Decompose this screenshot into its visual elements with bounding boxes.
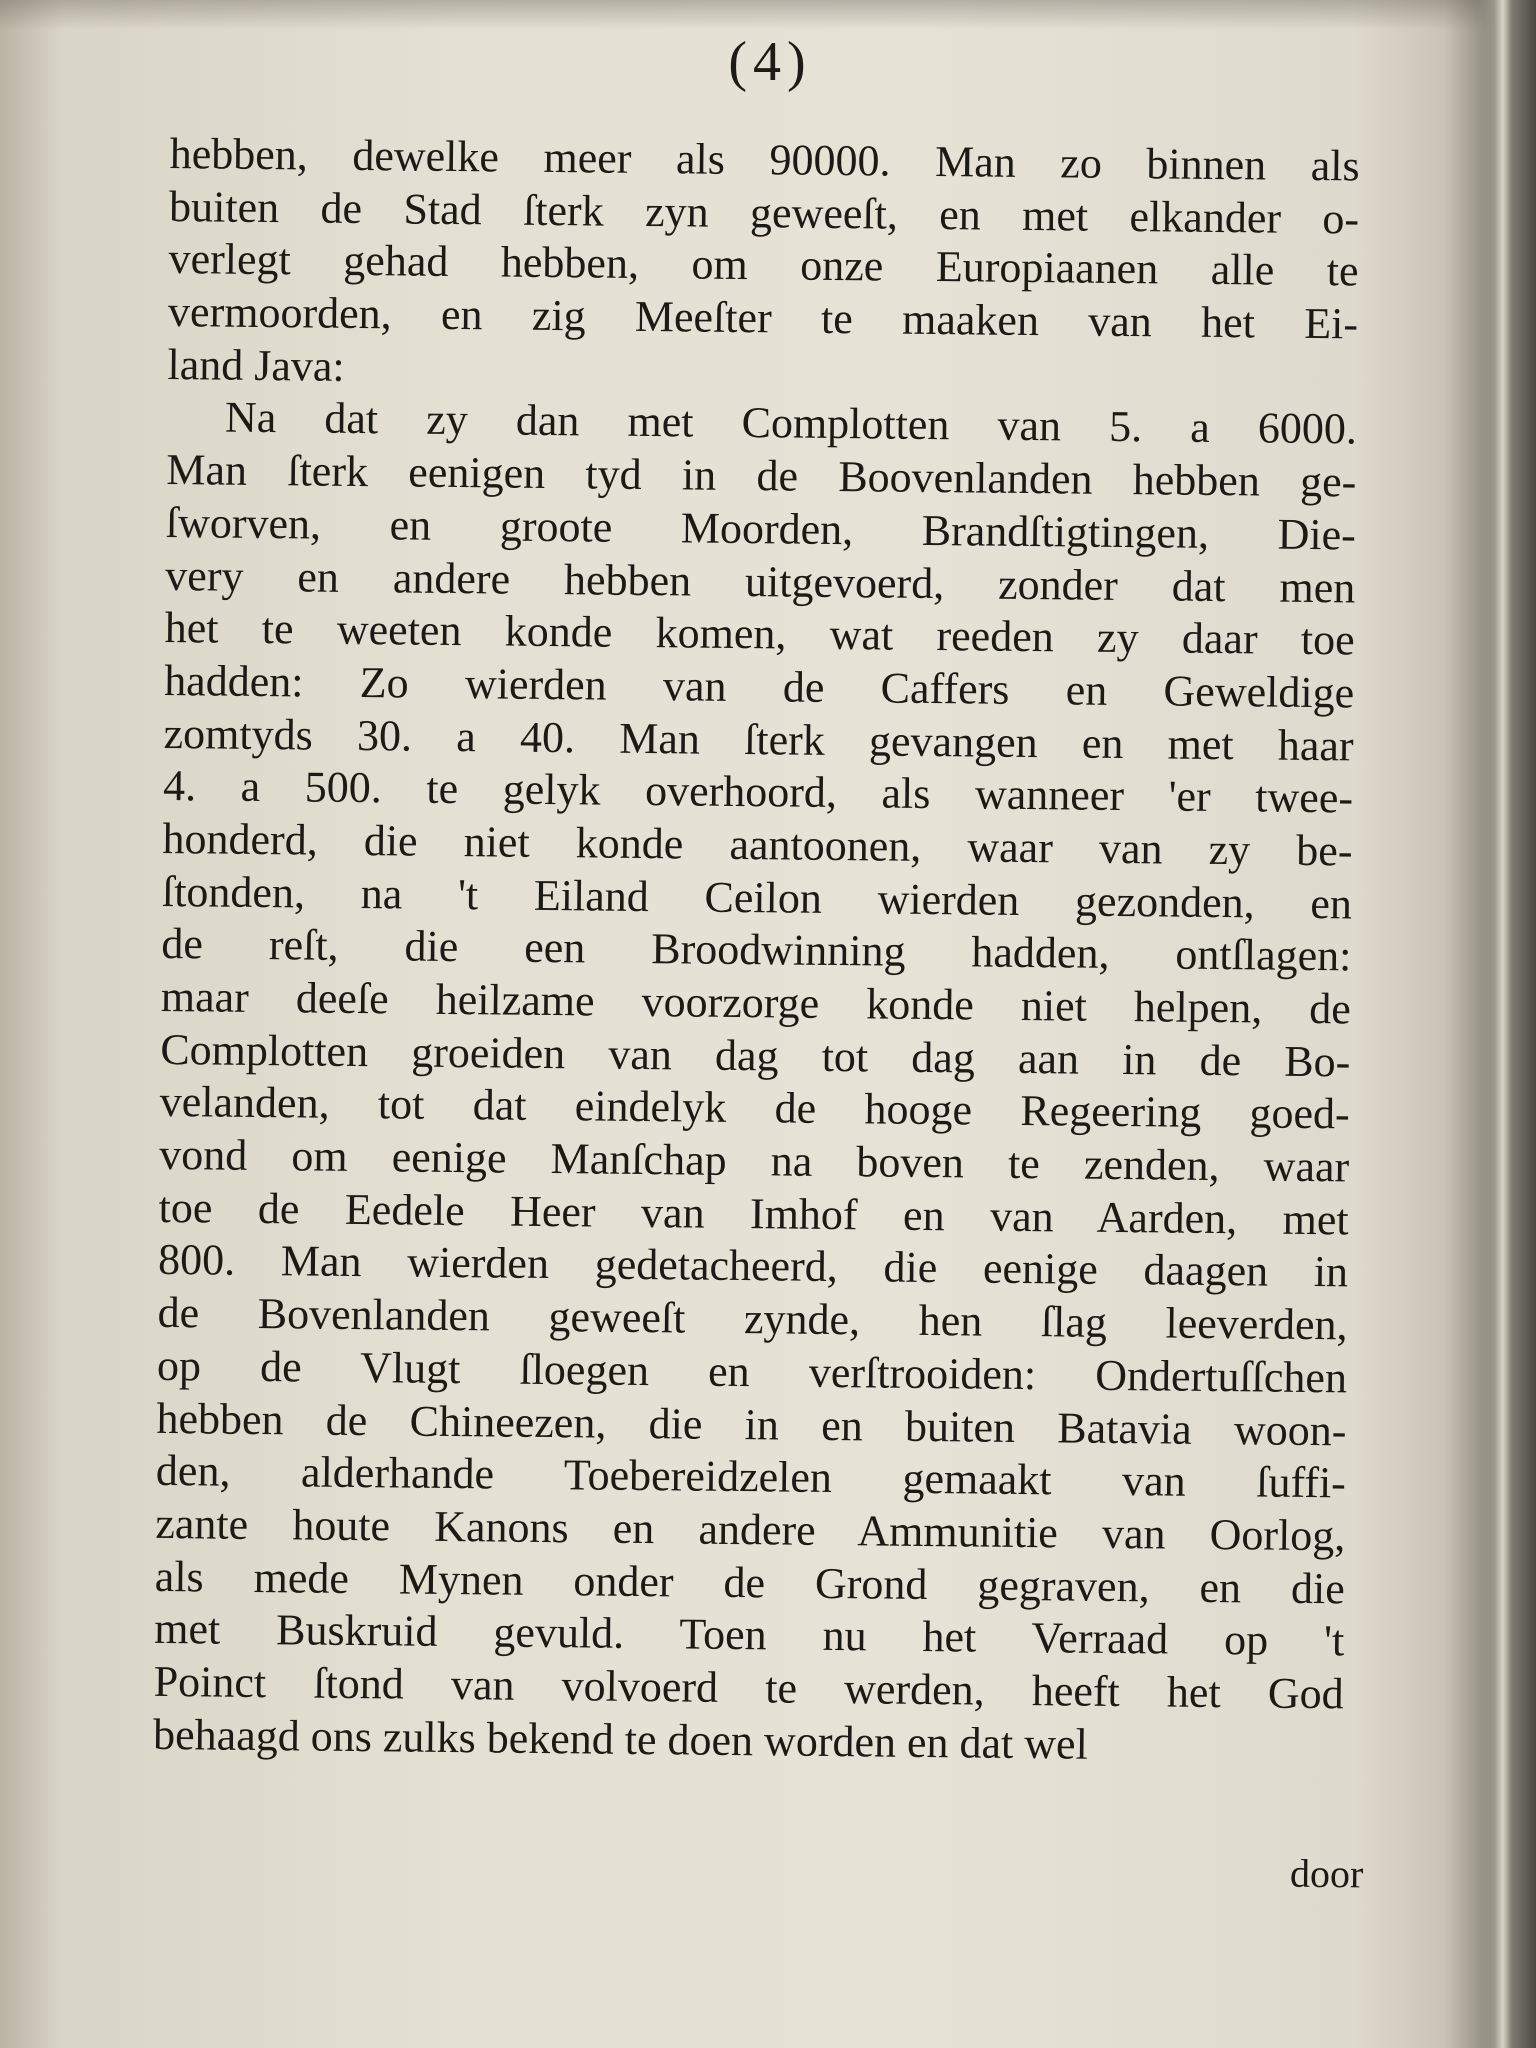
text-line: de Bovenlanden geweeſt zynde, hen ſlag leeverden, (157, 1288, 1348, 1350)
text-line: de reſt, die een Broodwinning hadden, ontſlagen: (161, 919, 1352, 981)
text-line: Man ſterk eenigen tyd in de Boovenlanden hebben ge- (166, 445, 1357, 507)
text-line: den, alderhande Toebereidzelen gemaakt van ſuffi- (155, 1446, 1347, 1508)
text-line: velanden, tot dat eindelyk de hooge Regeering goed- (159, 1077, 1350, 1139)
text-line: very en andere hebben uitgevoerd, zonder dat men (165, 550, 1356, 612)
text-line: maar deeſe heilzame voorzorge konde niet helpen, de (160, 971, 1352, 1034)
text-line: behaagd ons zulks bekend te doen worden en dat wel (152, 1709, 1089, 1769)
text-line: ſtonden, na 't Eiland Ceilon wierden gezonden, en (161, 866, 1353, 929)
text-line: hebben, dewelke meer als 90000. Man zo binnen als (169, 128, 1360, 191)
text-line: op de Vlugt ſloegen en verſtrooiden: Ondertuſſchen (156, 1340, 1348, 1403)
text-line: hebben de Chineezen, die in en buiten Batavia woon- (156, 1393, 1347, 1455)
page-number: (4) (728, 31, 812, 93)
text-line: honderd, die niet konde aantoonen, waar van zy be- (162, 813, 1353, 876)
text-line: Na dat zy dan met Complotten van 5. a 6000. (224, 393, 1358, 454)
text-line: Complotten groeiden van dag tot dag aan in de Bo- (160, 1024, 1351, 1087)
text-line: 4. a 500. te gelyk overhoord, als wanneer 'er twee- (162, 761, 1354, 823)
text-line: land Java: (167, 339, 345, 391)
text-line: ſworven, en groote Moorden, Brandſtigtingen, Die- (165, 497, 1357, 560)
catchword: door (1289, 1850, 1364, 1897)
text-line: vermoorden, en zig Meeſter te maaken van het Ei- (167, 287, 1359, 349)
body-text (153, 128, 1360, 1774)
text-line: het te weeten konde komen, wat reeden zy daar toe (164, 603, 1355, 665)
text-line: Poinct ſtond van volvoerd te werden, heeft het God (153, 1656, 1344, 1719)
text-line: 800. Man wierden gedetacheerd, die eenige daagen in (157, 1235, 1349, 1297)
text-line: met Buskruid gevuld. Toen nu het Verraad op 't (154, 1604, 1345, 1666)
text-line: als mede Mynen onder de Grond gegraven, en die (154, 1551, 1346, 1613)
text-line: hadden: Zo wierden van de Caffers en Geweldige (163, 655, 1355, 718)
text-line: verlegt gehad hebben, om onze Europiaanen alle te (168, 234, 1359, 296)
text-line: zante houte Kanons en andere Ammunitie van Oorlog, (155, 1498, 1346, 1561)
top-shadow (0, 0, 1536, 30)
text-line: zomtyds 30. a 40. Man ſterk gevangen en met haar (163, 708, 1354, 770)
text-line: vond om eenige Manſchap na boven te zenden, waar (158, 1130, 1350, 1192)
text-line: toe de Eedele Heer van Imhof en van Aarden, met (158, 1182, 1349, 1245)
book-spine-edge (1476, 0, 1536, 2048)
text-line: buiten de Stad ſterk zyn geweeſt, en met elkander o- (168, 181, 1360, 244)
